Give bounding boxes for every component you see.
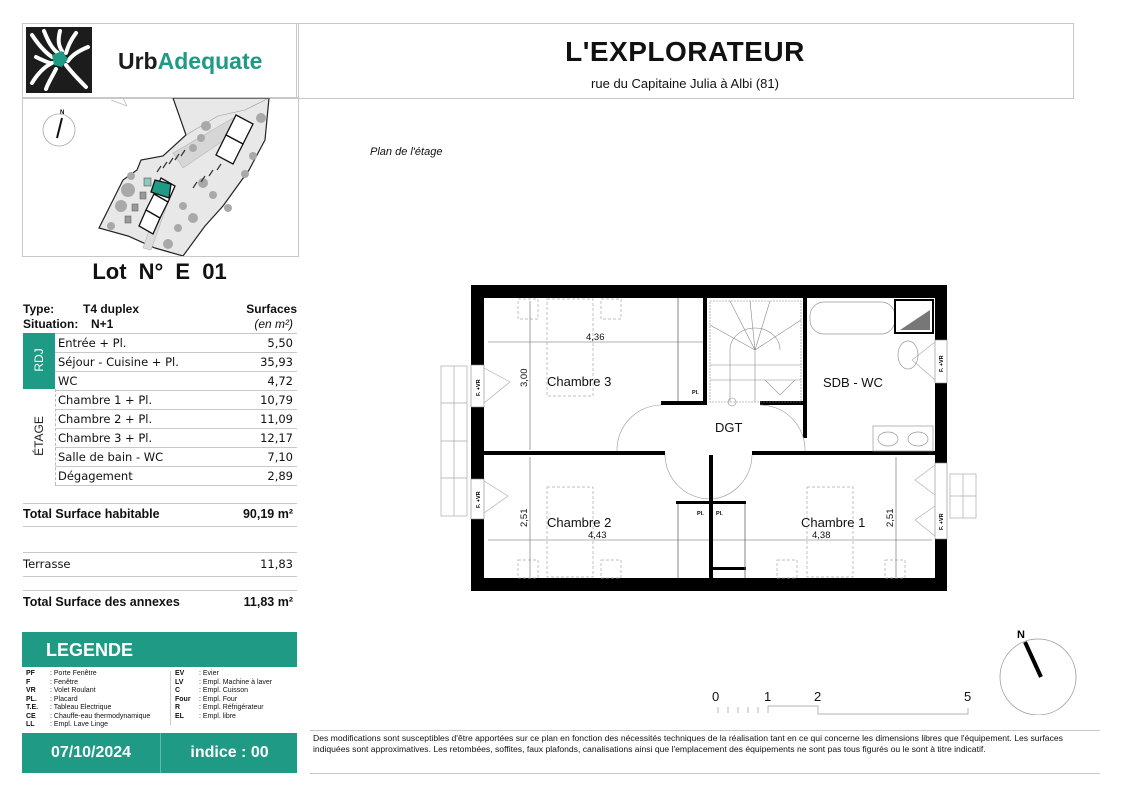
plan-date: 07/10/2024 [50, 744, 132, 761]
legend-item: EV : Evier [175, 670, 219, 677]
svg-text:2,51: 2,51 [885, 508, 896, 527]
legend-item: T.E. : Tableau Electrique [26, 704, 112, 711]
surface-row: Chambre 2 + Pl. 11,09 [58, 412, 293, 426]
svg-text:1: 1 [764, 689, 772, 704]
svg-text:F. +VR: F. +VR [476, 491, 482, 508]
legend-item: PF : Porte Fenêtre [26, 670, 97, 677]
legend-item: Four : Empl. Four [175, 695, 238, 703]
bathtub [810, 302, 895, 334]
room-chambre-1: Chambre 1 [801, 515, 866, 530]
svg-text:5: 5 [964, 689, 972, 704]
project-title: L'EXPLORATEUR [565, 36, 805, 67]
svg-text:N: N [60, 110, 65, 116]
brand-name: UrbAdequate [118, 48, 263, 74]
situation-label: Situation: [23, 317, 79, 331]
legend-item: C : Empl. Cuisson [175, 687, 249, 694]
svg-text:2: 2 [814, 689, 822, 704]
room-dgt: DGT [715, 420, 743, 435]
svg-text:Pl.: Pl. [716, 511, 723, 517]
svg-text:Pl.: Pl. [692, 390, 699, 396]
legend-right-column [175, 670, 272, 721]
urbadequate-logo-icon [26, 27, 92, 93]
legend-footer [22, 733, 297, 773]
balcony-left [441, 366, 467, 516]
surface-row: Chambre 3 + Pl. 12,17 [58, 431, 293, 445]
legend-item: VR : Volet Roulant [26, 687, 96, 694]
surface-row: Entrée + Pl. 5,50 [58, 336, 293, 350]
legend-item: LL : Empl. Lave Linge [26, 721, 108, 728]
site-plan-drawing [23, 98, 298, 256]
disclaimer-text: Des modifications sont susceptibles d'être apportées sur ce plan en fonction des nécessités techniques de la réalisation tant en ce qui concerne les dimensions libres que l'équipement. Les surfaces indiquées sont approximatives. Les retombées, soffites, faux plafonds, canalisations ainsi que l'emplacement des équipements ne sont pas tous figurés ou le sont à titre indicatif. [313, 733, 1063, 754]
svg-text:4,43: 4,43 [588, 530, 607, 541]
surface-row: Salle de bain - WC 7,10 [58, 450, 293, 464]
lot-number: Lot N° E 01 [92, 259, 227, 284]
project-address: rue du Capitaine Julia à Albi (81) [591, 76, 779, 91]
svg-text:4,36: 4,36 [586, 332, 605, 343]
legend-item: F : Fenêtre [26, 678, 79, 686]
svg-text:4,38: 4,38 [812, 530, 831, 541]
svg-text:0: 0 [712, 689, 720, 704]
type-value: T4 duplex [83, 302, 140, 316]
legend-body [22, 667, 297, 733]
legend-item: R : Empl. Réfrigérateur [175, 704, 264, 711]
legend-item: CE : Chauffe-eau thermodynamique [26, 712, 151, 720]
surface-row: WC 4,72 [58, 374, 293, 388]
site-compass-icon [43, 110, 75, 146]
legend-header: LEGENDE [46, 640, 134, 660]
svg-text:F. +VR: F. +VR [939, 513, 945, 530]
svg-text:F. +VR: F. +VR [939, 355, 945, 372]
type-label: Type: [23, 302, 55, 316]
logo-panel [22, 23, 299, 99]
svg-text:F. +VR: F. +VR [476, 379, 482, 396]
svg-text:Pl.: Pl. [697, 511, 704, 517]
surfaces-unit: (en m²) [254, 317, 293, 331]
scale-bar [700, 680, 990, 720]
surface-row: Séjour - Cuisine + Pl. 35,93 [58, 355, 293, 369]
legend-panel [22, 632, 297, 773]
svg-text:3,00: 3,00 [519, 368, 530, 387]
north-compass-icon [995, 625, 1085, 715]
legend-item: LV : Empl. Machine à laver [175, 678, 273, 686]
plan-indice: indice : 00 [160, 733, 298, 773]
site-map [22, 97, 299, 257]
double-sink [873, 426, 933, 451]
legend-item: EL : Empl. libre [175, 712, 236, 720]
legend-item: PL. : Placard [26, 695, 78, 703]
svg-text:2,51: 2,51 [519, 508, 530, 527]
surfaces-header: Surfaces [246, 302, 297, 316]
surface-row: Chambre 1 + Pl. 10,79 [58, 393, 293, 407]
disclaimer-box [310, 730, 1100, 774]
terrasse-row: Terrasse 11,83 [23, 557, 293, 571]
floor-plan [430, 270, 990, 600]
room-sdb-wc: SDB - WC [823, 375, 883, 390]
total-annexes: Total Surface des annexes 11,83 m² [23, 595, 293, 609]
room-chambre-3: Chambre 3 [547, 374, 612, 389]
plan-label: Plan de l'étage [370, 146, 443, 158]
level-tag-etage: ÉTAGE [23, 389, 56, 485]
staircase [710, 301, 801, 406]
room-chambre-2: Chambre 2 [547, 515, 612, 530]
level-tag-rdj: RDJ [23, 333, 55, 389]
surface-row: Dégagement 2,89 [58, 469, 293, 483]
balcony-right [950, 474, 976, 518]
legend-left-column [26, 670, 150, 730]
toilet [898, 341, 918, 369]
situation-value: N+1 [91, 317, 114, 331]
svg-text:N: N [1017, 629, 1025, 641]
title-panel [296, 23, 1074, 99]
total-habitable: Total Surface habitable 90,19 m² [23, 507, 293, 521]
